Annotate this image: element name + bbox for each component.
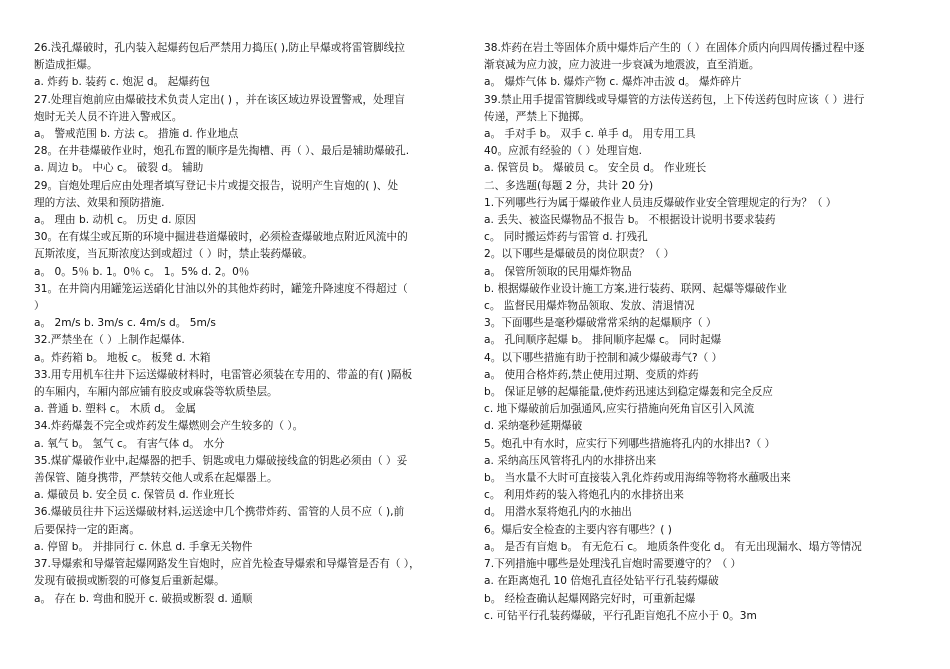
text-line: 39.禁止用手提雷管脚线或导爆管的方法传送药包，上下传送药包时应该（ ）进行 <box>484 93 865 106</box>
text-line: 34.炸药爆轰不完全或炸药发生爆燃则会产生较多的（ ）。 <box>34 420 304 433</box>
text-line: a。 0。5％ b. 1。0％ c。 1。5% d. 2。0％ <box>34 265 250 278</box>
text-line: c. 可钻平行孔装药爆破，平行孔距盲炮孔不应小于 0。3m <box>484 609 757 622</box>
text-line: a。 保管所领取的民用爆炸物品 <box>484 265 632 278</box>
text-line: 发现有破损或断裂的可修复后重新起爆。 <box>34 575 225 588</box>
text-line: 断造成拒爆。 <box>34 59 98 72</box>
text-line: 渐衰减为应力波，应力波进一步衰减为地震波，直至消逝。 <box>484 59 760 72</box>
text-line: a。 手对手 b。 双手 c. 单手 d。 用专用工具 <box>484 128 696 141</box>
left-column <box>34 40 466 608</box>
text-line: 炮时无关人员不许进入警戒区。 <box>34 110 183 123</box>
text-line: a. 停留 b。 并排同行 c. 休息 d. 手拿无关物件 <box>34 540 253 553</box>
text-line: a. 氧气 b。 氢气 c。 有害气体 d。 水分 <box>34 437 225 450</box>
text-line: b。 经检查确认起爆网路完好时，可重新起爆 <box>484 592 696 605</box>
text-line: c。 监督民用爆炸物品领取、发放、清退情况 <box>484 300 695 313</box>
text-line: 理的方法、效果和预防措施. <box>34 196 165 209</box>
text-line: 7.下列措施中哪些是处理浅孔盲炮时需要遵守的？（ ） <box>484 558 742 571</box>
text-line: a. 采纳高压风管将孔内的水排挤出来 <box>484 454 657 467</box>
text-line: 30。在有煤尘或瓦斯的环境中掘进巷道爆破时，必须检查爆破地点附近风流中的 <box>34 231 408 244</box>
text-line: a。 警戒范围 b. 方法 c。 措施 d. 作业地点 <box>34 128 239 141</box>
text-line: 29。盲炮处理后应由处理者填写登记卡片或提交报告，说明产生盲炮的( )、处 <box>34 179 399 192</box>
text-line: 传递，严禁上下抛掷。 <box>484 110 590 123</box>
text-line: 36.爆破员往井下运送爆破材料,运送途中几个携带炸药、雷管的人员不应（ ),前 <box>34 506 405 519</box>
text-line: a。 2m/s b. 3m/s c. 4m/s d。 5m/s <box>34 317 216 330</box>
text-line: 3。下面哪些是毫秒爆破常常采纳的起爆顺序（ ） <box>484 317 717 330</box>
text-line: 2。以下哪些是爆破员的岗位职责？（ ） <box>484 248 675 261</box>
text-line: 1.下列哪些行为属于爆破作业人员违反爆破作业安全管理规定的行为？（ ） <box>484 196 837 209</box>
text-line: b。 当水量不大时可直接装入乳化炸药或用海绵等物将水蘸吸出来 <box>484 472 791 485</box>
text-line: a. 保管员 b。 爆破员 c。 安全员 d。 作业班长 <box>484 162 707 175</box>
text-line: d. 采纳毫秒延期爆破 <box>484 420 583 433</box>
text-line: a. 周边 b。 中心 c。 破裂 d。 辅助 <box>34 162 204 175</box>
text-line: b。 保证足够的起爆能量,使炸药迅速达到稳定爆轰和完全反应 <box>484 386 773 399</box>
text-line: 二、多选题(每题 2 分，共计 20 分) <box>484 179 654 192</box>
text-line: 32.严禁坐在（ ）上制作起爆体. <box>34 334 185 347</box>
text-line: 26.浅孔爆破时，孔内装入起爆药包后严禁用力捣压( ),防止早爆或将雷管脚线拉 <box>34 42 405 54</box>
text-line: a。 是否有盲炮 b。 有无危石 c。 地质条件变化 d。 有无出现漏水、塌方等情况 <box>484 540 862 553</box>
text-line: a。 使用合格炸药,禁止使用过期、变质的炸药 <box>484 368 699 381</box>
text-line: a。 孔间顺序起爆 b。 排间顺序起爆 c。 同时起爆 <box>484 334 722 347</box>
text-line: 4。以下哪些措施有助于控制和减少爆破毒气?（ ） <box>484 351 723 364</box>
text-line: b. 根据爆破作业设计施工方案,进行装药、联网、起爆等爆破作业 <box>484 282 787 295</box>
right-column <box>484 40 916 625</box>
text-line: a。 爆炸气体 b. 爆炸产物 c. 爆炸冲击波 d。 爆炸碎片 <box>484 76 742 89</box>
text-line: a。 存在 b. 弯曲和脱开 c. 破损或断裂 d. 通顺 <box>34 592 253 605</box>
text-line: a. 丢失、被盗民爆物品不报告 b。 不根据设计说明书要求装药 <box>484 214 776 227</box>
text-line: c。 利用炸药的装入将炮孔内的水排挤出来 <box>484 489 684 502</box>
text-line: 27.处理盲炮前应由爆破技术负责人定出( ) ，并在该区域边界设置警戒，处理盲 <box>34 93 405 106</box>
text-line: a。 理由 b. 动机 c。 历史 d. 原因 <box>34 214 197 227</box>
text-line: c。 同时搬运炸药与雷管 d. 打残孔 <box>484 231 648 244</box>
text-line: 35.煤矿爆破作业中,起爆器的把手、钥匙或电力爆破接线盒的钥匙必须由（ ）妥 <box>34 454 408 467</box>
text-line: 31。在井筒内用罐笼运送硝化甘油以外的其他炸药时，罐笼升降速度不得超过（ <box>34 282 408 295</box>
text-line: 40。应派有经验的（ ）处理盲炮. <box>484 145 642 158</box>
text-line: 28。在井巷爆破作业时，炮孔布置的顺序是先掏槽、再（ ）、最后是辅助爆破孔. <box>34 145 410 158</box>
text-line: a. 爆破员 b. 安全员 c. 保管员 d. 作业班长 <box>34 489 235 502</box>
text-line: a。炸药箱 b。 地板 c。 板凳 d. 木箱 <box>34 351 211 364</box>
text-line: 33.用专用机车往井下运送爆破材料时，电雷管必须装在专用的、带盖的有( )隔板 <box>34 368 413 381</box>
text-line: 38.炸药在岩土等固体介质中爆炸后产生的（ ）在固体介质内向四周传播过程中逐 <box>484 42 865 54</box>
text-line: 善保管、随身携带，严禁转交他人或系在起爆器上。 <box>34 472 278 485</box>
text-line: c. 地下爆破前后加强通风,应实行措施向死角盲区引入风流 <box>484 403 755 416</box>
text-line: a. 普通 b. 塑料 c。 木质 d。 金属 <box>34 403 197 416</box>
text-line: ） <box>34 300 45 313</box>
text-line: 的车厢内，车厢内部应铺有胶皮或麻袋等软质垫层。 <box>34 386 278 399</box>
text-line: a. 在距离炮孔 10 倍炮孔直径处钻平行孔装药爆破 <box>484 575 719 588</box>
text-line: 后要保持一定的距离。 <box>34 523 140 536</box>
text-line: d。 用潜水泵将炮孔内的水抽出 <box>484 506 632 519</box>
text-line: 37.导爆索和导爆管起爆网路发生盲炮时，应首先检查导爆索和导爆管是否有（ ）， <box>34 558 420 571</box>
text-line: 6。爆后安全检查的主要内容有哪些？( ) <box>484 523 672 536</box>
text-line: a. 炸药 b. 装药 c. 炮泥 d。 起爆药包 <box>34 76 210 89</box>
text-line: 5。炮孔中有水时，应实行下列哪些措施将孔内的水排出?（ ） <box>484 437 776 450</box>
text-line: 瓦斯浓度，当瓦斯浓度达到或超过（ ）时，禁止装药爆破。 <box>34 248 313 261</box>
